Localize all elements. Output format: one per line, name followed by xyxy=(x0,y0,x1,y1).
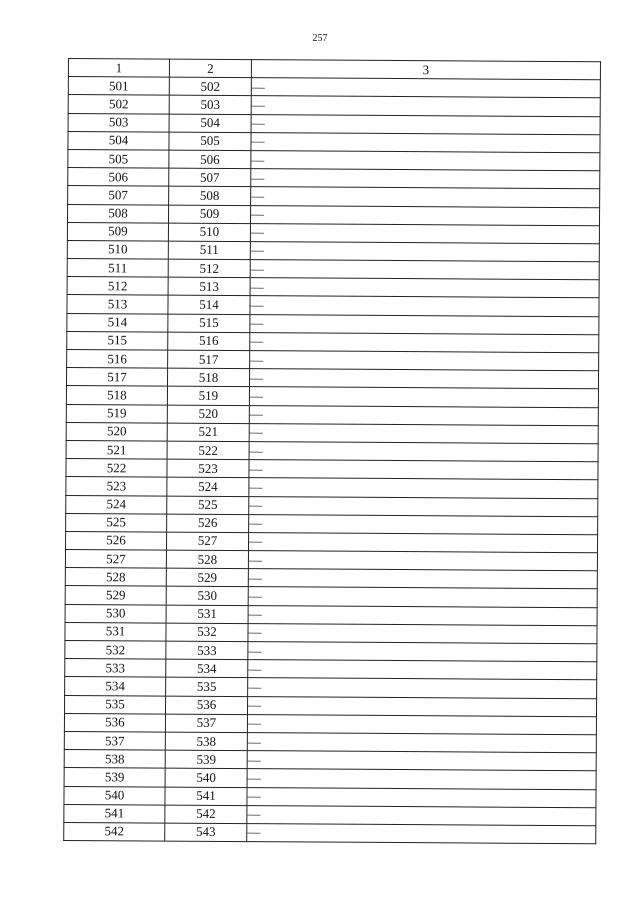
table-cell-col-2: 531 xyxy=(166,605,248,624)
table-cell-col-1: 538 xyxy=(64,750,165,769)
table-cell-col-1: 512 xyxy=(67,277,168,296)
table-cell-col-1: 513 xyxy=(67,295,168,314)
table-cell-col-3: — xyxy=(250,278,599,298)
column-header-2: 2 xyxy=(169,59,251,78)
table-cell-col-3: — xyxy=(247,769,596,789)
table-cell-col-2: 526 xyxy=(167,514,249,533)
table-cell-col-1: 521 xyxy=(66,440,167,459)
table-row xyxy=(64,822,596,843)
table-cell-col-3: — xyxy=(249,478,598,498)
table-cell-col-3: — xyxy=(248,587,597,607)
table-cell-col-1: 515 xyxy=(67,331,168,350)
table-cell-col-2: 537 xyxy=(165,714,247,733)
table-cell-col-2: 539 xyxy=(165,750,247,769)
table-cell-col-2: 535 xyxy=(166,677,248,696)
table-cell-col-1: 529 xyxy=(65,586,166,605)
table-cell-col-2: 504 xyxy=(169,114,251,133)
table-cell-col-1: 518 xyxy=(66,386,167,405)
table-cell-col-1: 510 xyxy=(67,240,168,259)
table-cell-col-3: — xyxy=(251,169,600,189)
table-cell-col-1: 533 xyxy=(65,659,166,678)
table-cell-col-3: — xyxy=(249,369,598,389)
table-cell-col-1: 527 xyxy=(65,550,166,569)
table-cell-col-3: — xyxy=(248,642,597,662)
table-cell-col-1: 526 xyxy=(65,531,166,550)
column-header-3: 3 xyxy=(251,60,600,80)
scan-artifact xyxy=(140,895,610,905)
table-cell-col-1: 517 xyxy=(66,368,167,387)
table-cell-col-2: 522 xyxy=(167,441,249,460)
table-cell-col-2: 502 xyxy=(169,77,251,96)
table-cell-col-1: 507 xyxy=(68,186,169,205)
table-cell-col-3: — xyxy=(251,96,600,116)
table-cell-col-3: — xyxy=(249,496,598,516)
table-cell-col-2: 523 xyxy=(167,459,249,478)
table-cell-col-3: — xyxy=(251,151,600,171)
table-cell-col-3: — xyxy=(250,241,599,261)
table-cell-col-2: 533 xyxy=(166,641,248,660)
table-cell-col-1: 504 xyxy=(68,131,169,150)
table-cell-col-2: 527 xyxy=(166,532,248,551)
table-cell-col-1: 541 xyxy=(64,804,165,823)
table-cell-col-2: 512 xyxy=(168,259,250,278)
table-cell-col-1: 516 xyxy=(67,349,168,368)
table-cell-col-2: 519 xyxy=(167,386,249,405)
table-cell-col-3: — xyxy=(248,660,597,680)
table-cell-col-1: 528 xyxy=(65,568,166,587)
table-cell-col-3: — xyxy=(250,351,599,371)
table-cell-col-2: 520 xyxy=(167,405,249,424)
table-cell-col-2: 511 xyxy=(168,241,250,260)
page-number: 257 xyxy=(312,33,328,44)
table-cell-col-1: 534 xyxy=(65,677,166,696)
table-cell-col-3: — xyxy=(249,387,598,407)
table-cell-col-3: — xyxy=(248,569,597,589)
table-cell-col-1: 519 xyxy=(66,404,167,423)
table-cell-col-3: — xyxy=(248,551,597,571)
table-cell-col-1: 524 xyxy=(66,495,167,514)
table-cell-col-2: 510 xyxy=(168,223,250,242)
table-body xyxy=(64,77,601,844)
table-cell-col-3: — xyxy=(251,114,600,134)
table-cell-col-3: — xyxy=(247,805,596,825)
table-cell-col-1: 537 xyxy=(64,731,165,750)
table-cell-col-2: 542 xyxy=(165,805,247,824)
table-cell-col-1: 542 xyxy=(64,822,165,841)
table-cell-col-3: — xyxy=(247,823,596,843)
table-cell-col-1: 525 xyxy=(66,513,167,532)
table-cell-col-2: 528 xyxy=(166,550,248,569)
table-cell-col-1: 532 xyxy=(65,640,166,659)
table-cell-col-2: 540 xyxy=(165,768,247,787)
table-cell-col-1: 509 xyxy=(67,222,168,241)
table-cell-col-3: — xyxy=(248,623,597,643)
table-cell-col-3: — xyxy=(250,223,599,243)
table-cell-col-2: 505 xyxy=(169,132,251,151)
table-cell-col-3: — xyxy=(249,405,598,425)
table-cell-col-3: — xyxy=(249,442,598,462)
table-cell-col-2: 524 xyxy=(167,477,249,496)
table-cell-col-2: 532 xyxy=(166,623,248,642)
table-cell-col-1: 520 xyxy=(66,422,167,441)
table-cell-col-1: 535 xyxy=(64,695,165,714)
table-cell-col-3: — xyxy=(250,314,599,334)
table-cell-col-3: — xyxy=(251,187,600,207)
table-cell-col-1: 540 xyxy=(64,786,165,805)
table-cell-col-3: — xyxy=(248,532,597,552)
table-cell-col-2: 506 xyxy=(169,150,251,169)
table-cell-col-3: — xyxy=(247,787,596,807)
table-cell-col-2: 536 xyxy=(165,696,247,715)
table-cell-col-1: 506 xyxy=(68,168,169,187)
table-cell-col-3: — xyxy=(249,460,598,480)
table-cell-col-3: — xyxy=(249,423,598,443)
table-cell-col-1: 508 xyxy=(67,204,168,223)
table-cell-col-1: 531 xyxy=(65,622,166,641)
table-cell-col-1: 539 xyxy=(64,768,165,787)
table-cell-col-2: 525 xyxy=(167,496,249,515)
table-cell-col-2: 521 xyxy=(167,423,249,442)
table-cell-col-2: 515 xyxy=(168,314,250,333)
table-cell-col-3: — xyxy=(250,260,599,280)
table-cell-col-1: 523 xyxy=(66,477,167,496)
table-cell-col-1: 530 xyxy=(65,604,166,623)
table-cell-col-3: — xyxy=(250,296,599,316)
table-cell-col-3: — xyxy=(250,332,599,352)
table-cell-col-1: 514 xyxy=(67,313,168,332)
table-cell-col-2: 530 xyxy=(166,587,248,606)
column-header-1: 1 xyxy=(68,59,169,78)
table-cell-col-1: 522 xyxy=(66,459,167,478)
table-cell-col-2: 509 xyxy=(168,205,250,224)
table-cell-col-1: 511 xyxy=(67,259,168,278)
table-cell-col-1: 505 xyxy=(68,149,169,168)
table-cell-col-2: 538 xyxy=(165,732,247,751)
table-cell-col-3: — xyxy=(249,514,598,534)
table-cell-col-2: 541 xyxy=(165,787,247,806)
table-cell-col-2: 534 xyxy=(166,659,248,678)
table-cell-col-2: 516 xyxy=(168,332,250,351)
table-cell-col-3: — xyxy=(247,751,596,771)
table-cell-col-3: — xyxy=(248,605,597,625)
table-cell-col-2: 503 xyxy=(169,95,251,114)
table-cell-col-2: 543 xyxy=(165,823,247,842)
table-cell-col-2: 507 xyxy=(169,168,251,187)
table-cell-col-3: — xyxy=(247,733,596,753)
table-cell-col-3: — xyxy=(248,678,597,698)
table-cell-col-2: 514 xyxy=(168,296,250,315)
table-cell-col-2: 517 xyxy=(168,350,250,369)
table-cell-col-1: 501 xyxy=(68,77,169,96)
table-cell-col-1: 502 xyxy=(68,95,169,114)
table-cell-col-1: 503 xyxy=(68,113,169,132)
table-cell-col-3: — xyxy=(251,132,600,152)
data-table xyxy=(63,58,601,844)
table-cell-col-2: 529 xyxy=(166,568,248,587)
table-cell-col-3: — xyxy=(251,78,600,98)
table-cell-col-3: — xyxy=(247,714,596,734)
table-cell-col-3: — xyxy=(250,205,599,225)
table-cell-col-3: — xyxy=(247,696,596,716)
table-cell-col-2: 508 xyxy=(169,186,251,205)
table-cell-col-2: 518 xyxy=(167,368,249,387)
table-cell-col-2: 513 xyxy=(168,277,250,296)
table-cell-col-1: 536 xyxy=(64,713,165,732)
